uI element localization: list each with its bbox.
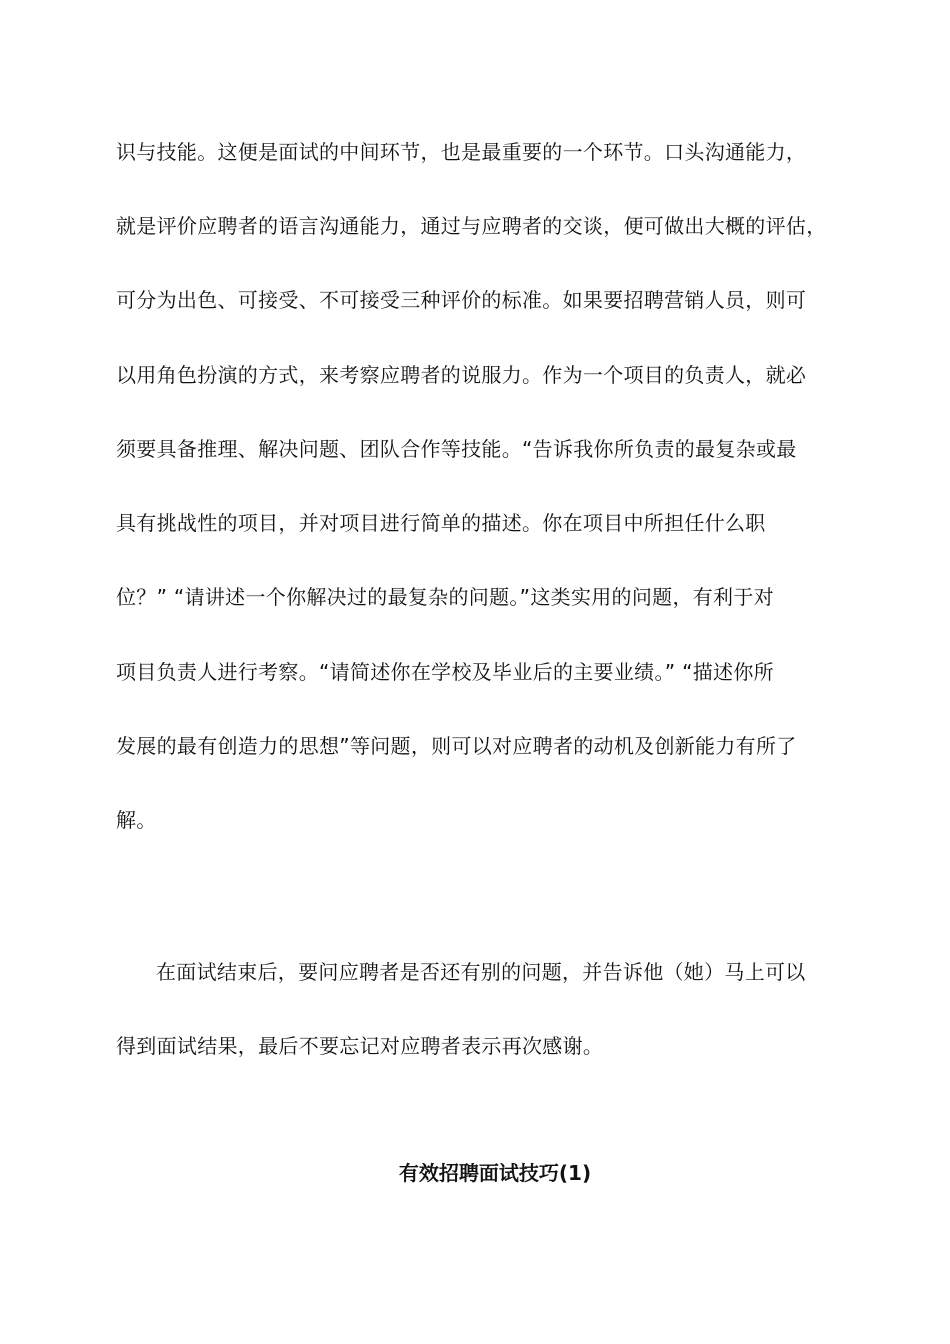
paragraph-1-line-9: 发展的最有创造力的思想”等问题，则可以对应聘者的动机及创新能力有所了 [116,734,797,758]
paragraph-1-line-5: 须要具备推理、解决问题、团队合作等技能。“告诉我你所负责的最复杂或最 [116,437,797,461]
paragraph-1-line-6: 具有挑战性的项目，并对项目进行简单的描述。你在项目中所担任什么职 [116,511,766,535]
paragraph-1-line-1: 识与技能。这便是面试的中间环节，也是最重要的一个环节。口头沟通能力， [116,140,807,164]
paragraph-1-line-2: 就是评价应聘者的语言沟通能力，通过与应聘者的交谈，便可做出大概的评估， [116,214,827,238]
paragraph-2-line-2: 得到面试结果，最后不要忘记对应聘者表示再次感谢。 [116,1034,604,1058]
paragraph-1-line-7: 位？” “请讲述一个你解决过的最复杂的问题。”这类实用的问题，有利于对 [116,585,774,609]
paragraph-1-line-4: 以用角色扮演的方式，来考察应聘者的说服力。作为一个项目的负责人，就必 [116,363,807,387]
section-heading: 有效招聘面试技巧(1) [398,1161,592,1185]
paragraph-1-line-10: 解。 [116,808,157,832]
paragraph-1-line-3: 可分为出色、可接受、不可接受三种评价的标准。如果要招聘营销人员，则可 [116,288,807,312]
paragraph-2-line-1: 在面试结束后，要问应聘者是否还有别的问题，并告诉他（她）马上可以 [156,960,806,984]
paragraph-1-line-8: 项目负责人进行考察。“请简述你在学校及毕业后的主要业绩。” “描述你所 [116,660,774,684]
